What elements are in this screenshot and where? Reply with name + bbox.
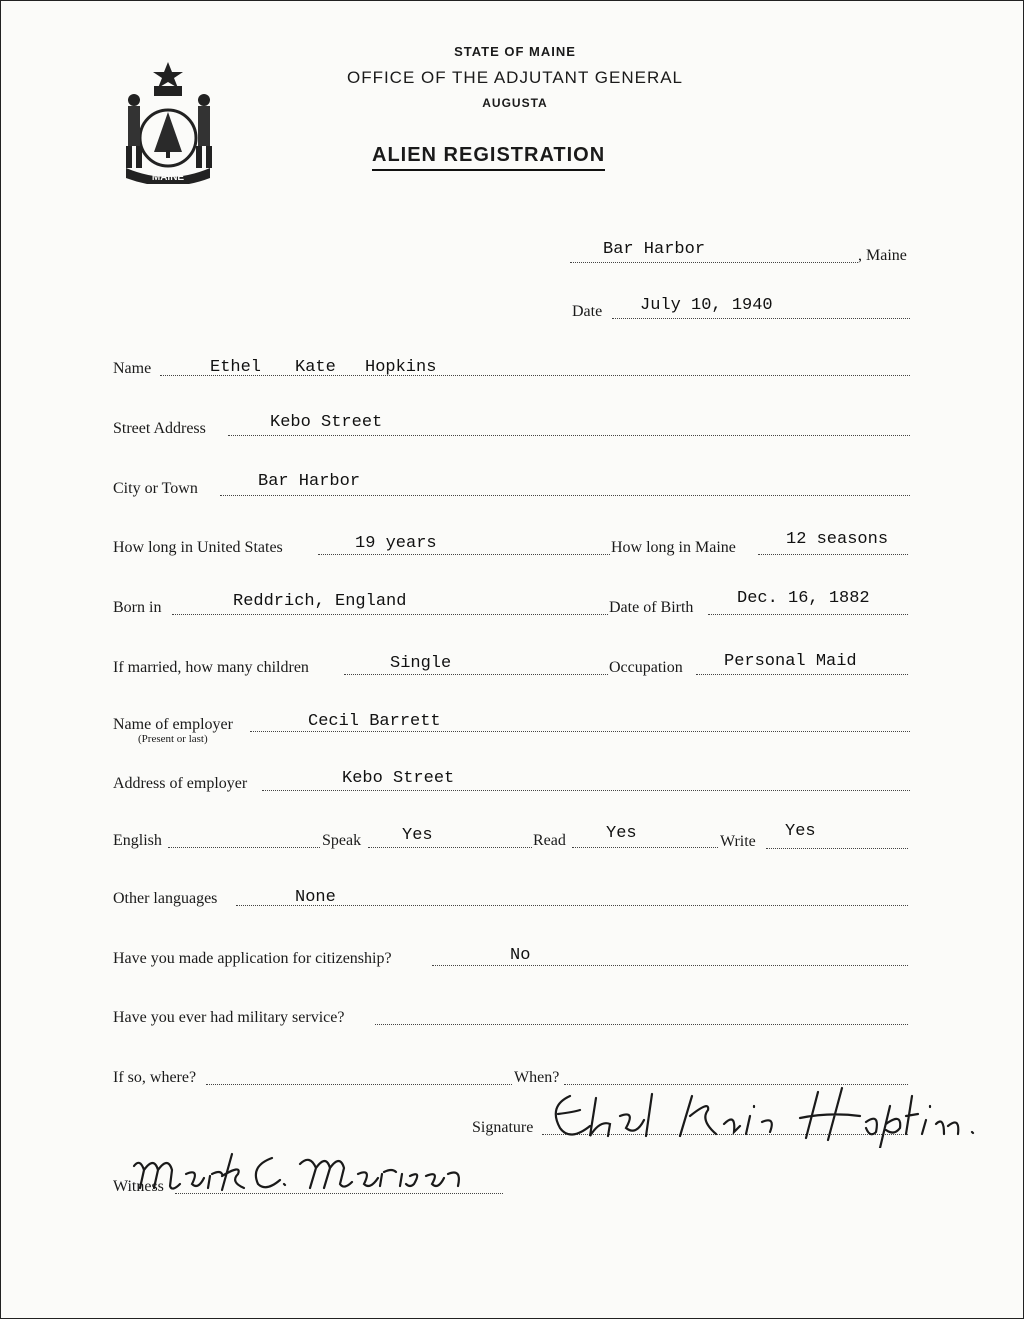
maine-duration-value: 12 seasons: [786, 530, 889, 549]
speak-value: Yes: [402, 826, 433, 845]
name-line: [160, 375, 910, 376]
place-suffix: , Maine: [858, 247, 907, 264]
born-line: [172, 614, 608, 615]
occupation-label: Occupation: [609, 659, 683, 676]
page-title: ALIEN REGISTRATION: [372, 144, 605, 171]
employer-line: [250, 731, 910, 732]
employer-sublabel: (Present or last): [138, 733, 208, 745]
witness-label: Witness: [113, 1178, 164, 1195]
born-label: Born in: [113, 599, 162, 616]
us-duration-line: [318, 554, 610, 555]
employer-value: Cecil Barrett: [308, 712, 441, 731]
if-so-where-line: [206, 1084, 512, 1085]
name-label: Name: [113, 360, 152, 377]
dob-line: [708, 614, 908, 615]
english-label: English: [113, 832, 162, 849]
write-label: Write: [720, 833, 756, 850]
other-languages-label: Other languages: [113, 890, 218, 907]
svg-text:MAINE: MAINE: [151, 172, 185, 183]
city-line: [220, 495, 910, 496]
other-languages-line: [236, 905, 908, 906]
dob-value: Dec. 16, 1882: [737, 589, 870, 608]
citizenship-label: Have you made application for citizenship?: [113, 950, 392, 967]
read-value: Yes: [606, 824, 637, 843]
other-languages-value: None: [295, 888, 336, 907]
write-value: Yes: [785, 822, 816, 841]
military-line: [375, 1024, 908, 1025]
date-line: [612, 318, 910, 319]
place-town: Bar Harbor: [603, 240, 706, 259]
speak-line: [368, 847, 532, 848]
write-line: [766, 848, 908, 849]
signature-label: Signature: [472, 1119, 534, 1136]
us-duration-value: 19 years: [355, 534, 437, 553]
read-label: Read: [533, 832, 566, 849]
maine-duration-line: [758, 554, 908, 555]
name-middle: Kate: [295, 358, 336, 377]
military-label: Have you ever had military service?: [113, 1009, 345, 1026]
street-label: Street Address: [113, 420, 206, 437]
born-value: Reddrich, England: [233, 592, 407, 611]
employer-address-line: [262, 790, 910, 791]
maine-state-seal: [112, 60, 224, 184]
maine-duration-label: How long in Maine: [611, 539, 736, 556]
citizenship-value: No: [510, 946, 531, 965]
employer-address-value: Kebo Street: [342, 769, 455, 788]
header-city: AUGUSTA: [482, 96, 548, 110]
dob-label: Date of Birth: [609, 599, 694, 616]
date-value: July 10, 1940: [640, 296, 773, 315]
when-label: When?: [514, 1069, 560, 1086]
citizenship-line: [432, 965, 908, 966]
us-duration-label: How long in United States: [113, 539, 283, 556]
street-line: [228, 435, 910, 436]
if-so-where-label: If so, where?: [113, 1069, 197, 1086]
read-line: [572, 847, 718, 848]
street-value: Kebo Street: [270, 413, 383, 432]
name-first: Ethel: [210, 358, 262, 377]
employer-address-label: Address of employer: [113, 775, 248, 792]
date-label: Date: [572, 303, 603, 320]
city-value: Bar Harbor: [258, 472, 361, 491]
witness-handwriting: [110, 1140, 510, 1204]
city-label: City or Town: [113, 480, 198, 497]
children-line: [344, 674, 608, 675]
header-office: OFFICE OF THE ADJUTANT GENERAL: [346, 68, 684, 87]
name-last: Hopkins: [365, 358, 437, 377]
occupation-line: [696, 674, 908, 675]
children-label: If married, how many children: [113, 659, 309, 676]
signature-handwriting: [540, 1076, 1010, 1148]
occupation-value: Personal Maid: [724, 652, 857, 671]
speak-label: Speak: [322, 832, 362, 849]
employer-label: Name of employer: [113, 716, 233, 733]
children-value: Single: [390, 654, 452, 673]
place-line: [570, 262, 858, 263]
english-line: [168, 847, 320, 848]
header-state: STATE OF MAINE: [454, 44, 576, 59]
